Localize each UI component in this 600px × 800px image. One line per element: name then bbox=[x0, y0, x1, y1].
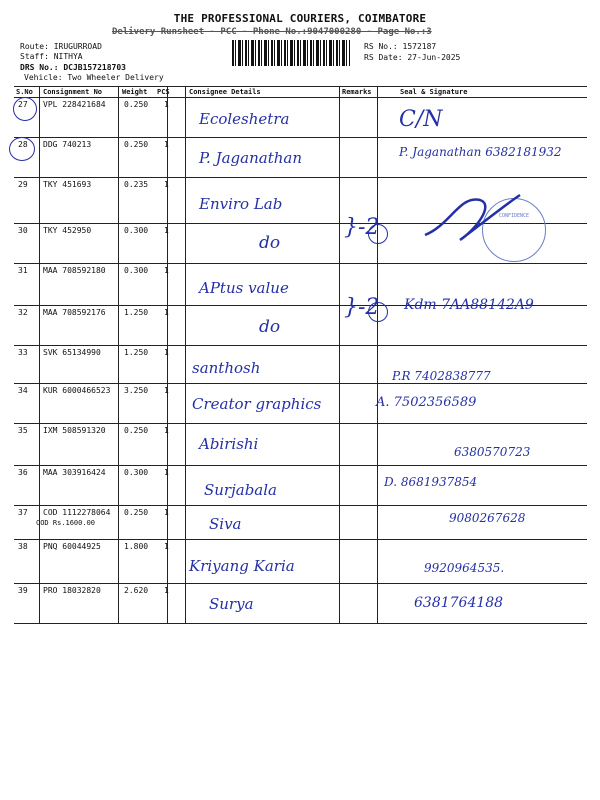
consignee-handwriting: Siva bbox=[209, 515, 242, 533]
table-row bbox=[14, 97, 587, 138]
remark-circle-mark bbox=[368, 224, 388, 244]
row-weight: 2.620 bbox=[124, 586, 149, 595]
signature-handwriting: Kdm 7AA88142A9 bbox=[404, 297, 534, 313]
signature-handwriting: 6381764188 bbox=[414, 595, 504, 611]
page-title: THE PROFESSIONAL COURIERS, COIMBATORE bbox=[173, 12, 427, 25]
barcode bbox=[232, 40, 350, 66]
row-pcs: 1 bbox=[164, 226, 169, 235]
row-weight: 1.800 bbox=[124, 542, 149, 551]
table-row bbox=[14, 383, 587, 424]
signature-handwriting: 9080267628 bbox=[449, 511, 526, 525]
row-sno: 28 bbox=[18, 140, 28, 149]
consignee-handwriting: Surya bbox=[209, 595, 254, 613]
row-weight: 0.300 bbox=[124, 266, 149, 275]
table-row bbox=[14, 583, 587, 622]
col-header-sno: S.No bbox=[16, 88, 33, 96]
table-row bbox=[14, 505, 587, 540]
col-header-weight: Weight bbox=[122, 88, 148, 96]
consignee-handwriting: Ecoleshetra bbox=[199, 110, 290, 128]
col-header-consignee: Consignee Details bbox=[189, 88, 261, 96]
signature-handwriting: A. 7502356589 bbox=[376, 395, 477, 410]
table-row bbox=[14, 465, 587, 506]
table-row bbox=[14, 345, 587, 384]
row-consignment-no: COD 1112278064 bbox=[43, 508, 111, 517]
row-pcs: 1 bbox=[164, 586, 169, 595]
row-sno: 27 bbox=[18, 100, 28, 109]
row-consignment-no: DDG 740213 bbox=[43, 140, 92, 149]
staff-label: Staff: NITHYA bbox=[20, 52, 83, 61]
row-sno: 31 bbox=[18, 266, 28, 275]
row-consignment-no: PRO 18032820 bbox=[43, 586, 101, 595]
row-sno: 39 bbox=[18, 586, 28, 595]
row-weight: 1.250 bbox=[124, 348, 149, 357]
row-sno: 29 bbox=[18, 180, 28, 189]
row-sno: 33 bbox=[18, 348, 28, 357]
consignee-handwriting: Kriyang Karia bbox=[189, 557, 295, 575]
row-weight: 0.250 bbox=[124, 100, 149, 109]
row-weight: 0.300 bbox=[124, 468, 149, 477]
consignee-handwriting: Enviro Lab bbox=[199, 195, 283, 213]
row-weight: 0.250 bbox=[124, 508, 149, 517]
row-sno: 35 bbox=[18, 426, 28, 435]
row-consignment-no: MAA 708592180 bbox=[43, 266, 106, 275]
consignee-handwriting: santhosh bbox=[192, 359, 261, 377]
row-pcs: 1 bbox=[164, 348, 169, 357]
row-weight: 0.300 bbox=[124, 226, 149, 235]
row-consignment-no: KUR 6000466523 bbox=[43, 386, 111, 395]
drs-label: DRS No.: DCJB157218703 bbox=[20, 63, 126, 72]
row-weight: 0.250 bbox=[124, 426, 149, 435]
signature-handwriting: P. Jaganathan 6382181932 bbox=[399, 145, 562, 159]
row-weight: 1.250 bbox=[124, 308, 149, 317]
rs-date-label: RS Date: 27-Jun-2025 bbox=[364, 53, 461, 62]
row-weight: 3.250 bbox=[124, 386, 149, 395]
consignee-handwriting: P. Jaganathan bbox=[199, 149, 302, 167]
cod-amount: COD Rs.1600.00 bbox=[36, 519, 96, 527]
remark-bracket: }-2 bbox=[344, 215, 380, 240]
table-row bbox=[14, 137, 587, 178]
row-sno: 32 bbox=[18, 308, 28, 317]
company-stamp: CONFIDENCE bbox=[482, 198, 546, 262]
row-pcs: 1 bbox=[164, 180, 169, 189]
row-weight: 0.235 bbox=[124, 180, 149, 189]
row-pcs: 1 bbox=[164, 426, 169, 435]
row-pcs: 1 bbox=[164, 140, 169, 149]
consignee-handwriting: Abirishi bbox=[199, 435, 259, 453]
rs-no-label: RS No.: 1572187 bbox=[364, 42, 437, 51]
signature-handwriting: D. 8681937854 bbox=[384, 475, 478, 489]
consignee-handwriting: do bbox=[259, 317, 281, 337]
remark-circle-mark bbox=[368, 302, 388, 322]
row-sno: 37 bbox=[18, 508, 28, 517]
row-sno: 38 bbox=[18, 542, 28, 551]
col-header-remarks: Remarks bbox=[342, 88, 372, 96]
row-sno: 34 bbox=[18, 386, 28, 395]
sno-circle-mark bbox=[9, 137, 35, 161]
signature-handwriting: C/N bbox=[399, 107, 443, 132]
row-weight: 0.250 bbox=[124, 140, 149, 149]
consignee-handwriting: APtus value bbox=[199, 279, 289, 297]
col-header-pcs: PCS bbox=[157, 88, 170, 96]
consignee-handwriting: Creator graphics bbox=[192, 395, 322, 413]
runsheet-table bbox=[14, 86, 587, 624]
row-consignment-no: MAA 303916424 bbox=[43, 468, 106, 477]
row-pcs: 1 bbox=[164, 308, 169, 317]
sno-circle-mark bbox=[13, 97, 37, 121]
row-pcs: 1 bbox=[164, 100, 169, 109]
remark-bracket: }-2 bbox=[344, 295, 380, 320]
row-consignment-no: VPL 228421684 bbox=[43, 100, 106, 109]
signature-handwriting: 6380570723 bbox=[454, 445, 531, 459]
row-consignment-no: PNQ 60044925 bbox=[43, 542, 101, 551]
row-consignment-no: TKY 451693 bbox=[43, 180, 92, 189]
row-pcs: 1 bbox=[164, 266, 169, 275]
row-sno: 36 bbox=[18, 468, 28, 477]
consignee-handwriting: Surjabala bbox=[204, 481, 277, 499]
route-label: Route: IRUGURROAD bbox=[20, 42, 102, 51]
row-pcs: 1 bbox=[164, 508, 169, 517]
consignee-handwriting: do bbox=[259, 233, 281, 253]
signature-handwriting: 9920964535. bbox=[424, 561, 505, 575]
row-sno: 30 bbox=[18, 226, 28, 235]
row-pcs: 1 bbox=[164, 386, 169, 395]
signature-handwriting: P.R 7402838777 bbox=[392, 369, 491, 383]
runsheet-subtitle: Delivery Runsheet - PCC - Phone No.:9047000280 - Page No.:3 bbox=[112, 27, 432, 37]
signature-scribble bbox=[420, 185, 530, 255]
table-row bbox=[14, 423, 587, 466]
table-row bbox=[14, 295, 587, 346]
vehicle-label: Vehicle: Two Wheeler Delivery bbox=[24, 73, 164, 82]
row-pcs: 1 bbox=[164, 542, 169, 551]
row-consignment-no: IXM 508591320 bbox=[43, 426, 106, 435]
row-pcs: 1 bbox=[164, 468, 169, 477]
row-consignment-no: MAA 708592176 bbox=[43, 308, 106, 317]
row-consignment-no: TKY 452950 bbox=[43, 226, 92, 235]
col-header-seal: Seal & Signature bbox=[400, 88, 468, 96]
row-consignment-no: SVK 65134990 bbox=[43, 348, 101, 357]
table-row bbox=[14, 539, 587, 584]
col-header-consignment: Consignment No bbox=[43, 88, 103, 96]
